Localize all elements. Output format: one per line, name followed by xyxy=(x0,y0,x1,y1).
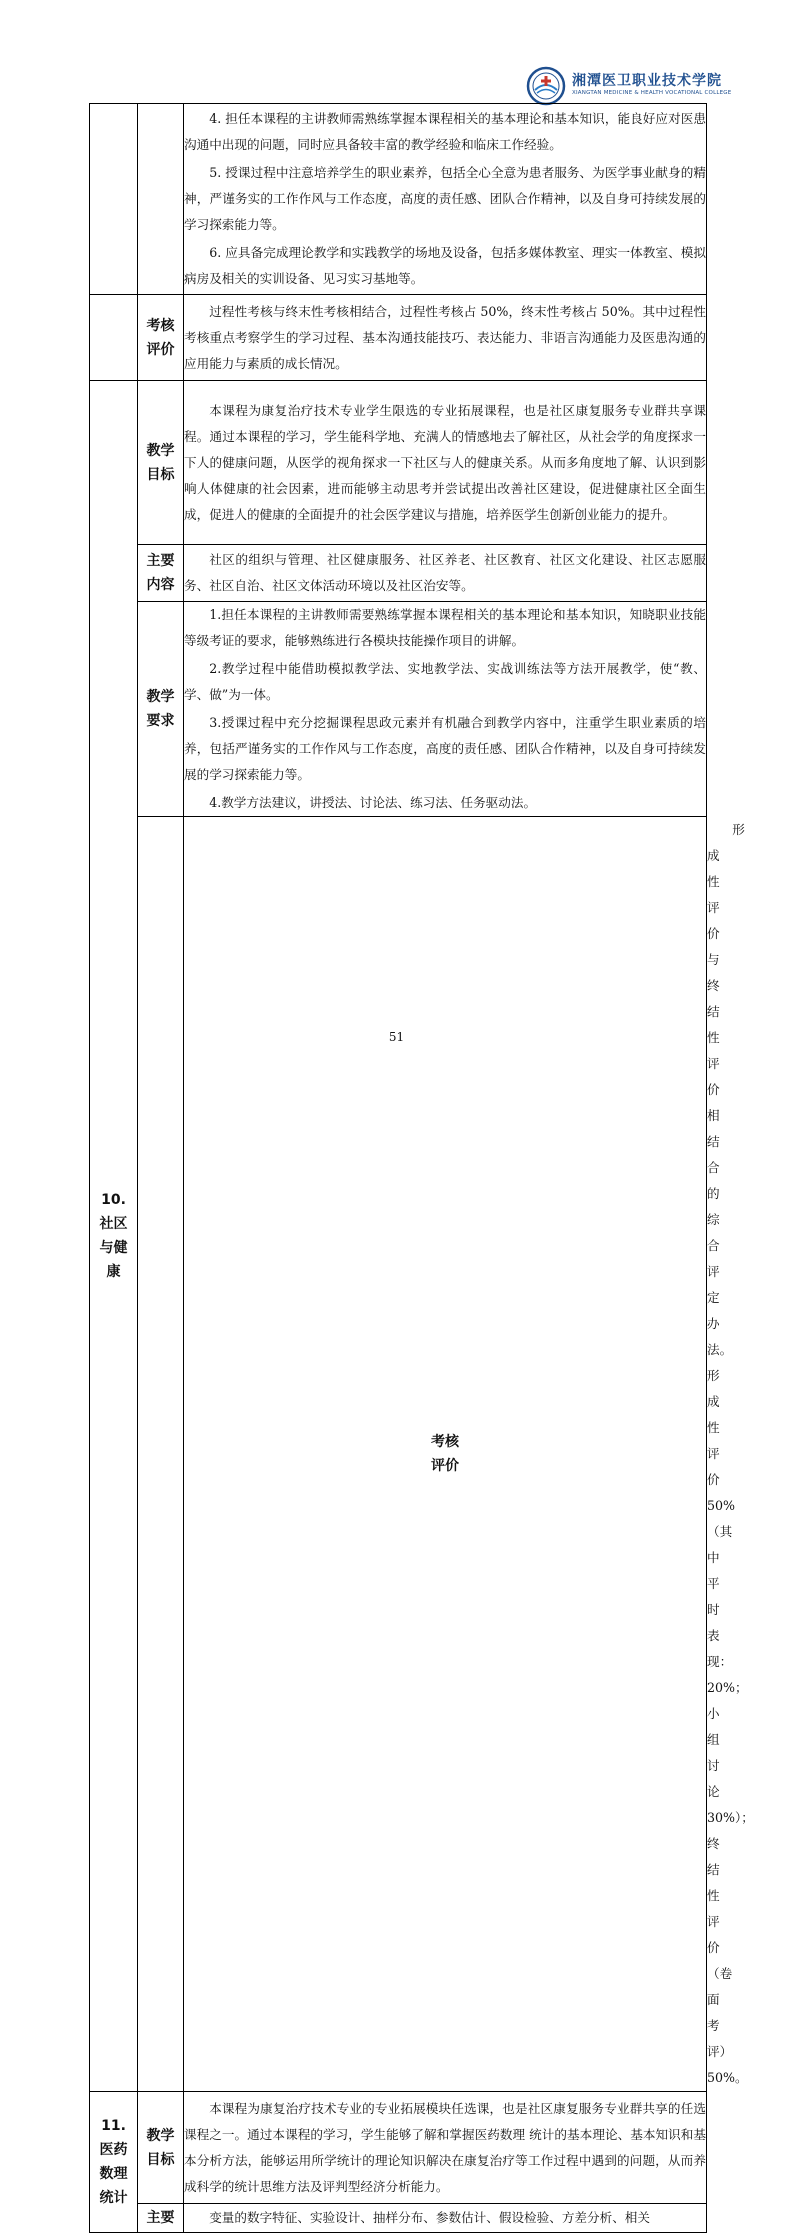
table-row xyxy=(90,295,707,381)
paragraph: 3.授课过程中充分挖掘课程思政元素并有机融合到教学内容中，注重学生职业素质的培养，包括严谨务实的工作作风与工作态度，高度的责任感、团队合作精神，以及自身可持续发展的学习探索能力等。 xyxy=(184,715,706,782)
row-label-cell-empty xyxy=(138,104,184,295)
course-name-cell-empty xyxy=(90,104,138,295)
table-row xyxy=(90,104,707,295)
paragraph: 4. 担任本课程的主讲教师需熟练掌握本课程相关的基本理论和基本知识，能良好应对医患沟通中出现的问题，同时应具备较丰富的教学经验和临床工作经验。 xyxy=(184,111,706,152)
row-label-teaching-goal: 教学 目标 xyxy=(138,2092,184,2204)
paragraph: 4.教学方法建议，讲授法、讨论法、练习法、任务驱动法。 xyxy=(209,795,537,810)
paragraph: 2.教学过程中能借助模拟教学法、实地教学法、实战训练法等方法开展教学，使“教、学、做”为一体。 xyxy=(184,661,706,702)
row-label-teaching-goal: 教学 目标 xyxy=(138,381,184,545)
paragraph: 本课程为康复治疗技术专业的专业拓展模块任选课，也是社区康复服务专业群共享的任选课程之一。通过本课程的学习，学生能够了解和掌握医药数理 统计的基本理论、基本知识和基本分析方法，能够运用所学统计的理论知识解决在康复治疗等工作过程中遇到的问题，从而养成科学的统计思维方法及评判型经济分析能力。 xyxy=(184,2100,706,2194)
teaching-goal-content xyxy=(184,381,707,545)
course-name-medical-statistics: 11. 医药 数理 统计 xyxy=(90,2092,138,2233)
teaching-requirements-content xyxy=(184,602,707,817)
table-row xyxy=(90,2092,707,2204)
page-number: 51 xyxy=(388,1030,405,1044)
paragraph: 社区的组织与管理、社区健康服务、社区养老、社区教育、社区文化建设、社区志愿服务、社区自治、社区文体活动环境以及社区治安等。 xyxy=(184,552,706,593)
paragraph: 5. 授课过程中注意培养学生的职业素养，包括全心全意为患者服务、为医学事业献身的精神，严谨务实的工作作风与工作态度，高度的责任感、团队合作精神，以及自身可持续发展的学习探索能力等。 xyxy=(184,165,706,232)
main-content-text xyxy=(184,2204,707,2233)
course-name-cell-empty xyxy=(90,295,138,381)
teaching-goal-content xyxy=(184,2092,707,2204)
paragraph: 本课程为康复治疗技术专业学生限选的专业拓展课程，也是社区康复服务专业群共享课程。通过本课程的学习，学生能科学地、充满人的情感地去了解社区，从社会学的角度探求一下人的健康问题，从医学的视角探求一下社区与人的健康关系。从而多角度地了解、认识到影响人体健康的社会因素，进而能够主动思考并尝试提出改善社区建设，促进健康社区全面生成，促进人的健康的全面提升的社会医学建议与措施，培养医学生创新创业能力的提升。 xyxy=(184,402,706,522)
assessment-content xyxy=(184,295,707,381)
table-row xyxy=(90,2204,707,2233)
college-emblem-icon xyxy=(526,66,566,106)
row-label-main-content: 主要 内容 xyxy=(138,545,184,602)
paragraph: 变量的数字特征、实验设计、抽样分布、参数估计、假设检验、方差分析、相关 xyxy=(209,2210,650,2225)
teaching-requirements-content xyxy=(184,104,707,295)
table-row xyxy=(90,545,707,602)
paragraph: 6. 应具备完成理论教学和实践教学的场地及设备，包括多媒体教室、理实一体教室、模拟病房及相关的实训设备、见习实习基地等。 xyxy=(184,245,706,286)
course-name-community-health: 10. 社区 与健 康 xyxy=(90,381,138,2092)
table-row xyxy=(90,602,707,817)
row-label-main-content: 主要 xyxy=(138,2204,184,2233)
paragraph: 1.担任本课程的主讲教师需要熟练掌握本课程相关的基本理论和基本知识，知晓职业技能等级考证的要求，能够熟练进行各模块技能操作项目的讲解。 xyxy=(184,607,706,648)
paragraph: 过程性考核与终末性考核相结合，过程性考核占 50%，终末性考核占 50%。其中过程性考核重点考察学生的学习过程、基本沟通技能技巧、表达能力、非语言沟通能力及医患沟通的应用能力与素质的成长情况。 xyxy=(184,303,706,371)
main-content-text xyxy=(184,545,707,602)
logo-english-name: XIANGTAN MEDICINE & HEALTH VOCATIONAL COLLEGE xyxy=(572,90,732,96)
row-label-teaching-requirements: 教学 要求 xyxy=(138,602,184,817)
curriculum-table xyxy=(89,103,754,2233)
table-row: 考核 评价 形成性评价与终结性评价相结合的综合评定办法。形成性评价 50%（其中平时表现：20%；小组讨论 30%）；终结性评价（卷面考评）50%。 xyxy=(90,817,707,2092)
table-row xyxy=(90,381,707,545)
course-name-cell-empty xyxy=(138,817,184,2092)
row-label-assessment: 考核 评价 xyxy=(184,817,707,2092)
row-label-assessment: 考核 评价 xyxy=(138,295,184,381)
logo-chinese-name: 湘潭医卫职业技术学院 xyxy=(572,73,722,89)
